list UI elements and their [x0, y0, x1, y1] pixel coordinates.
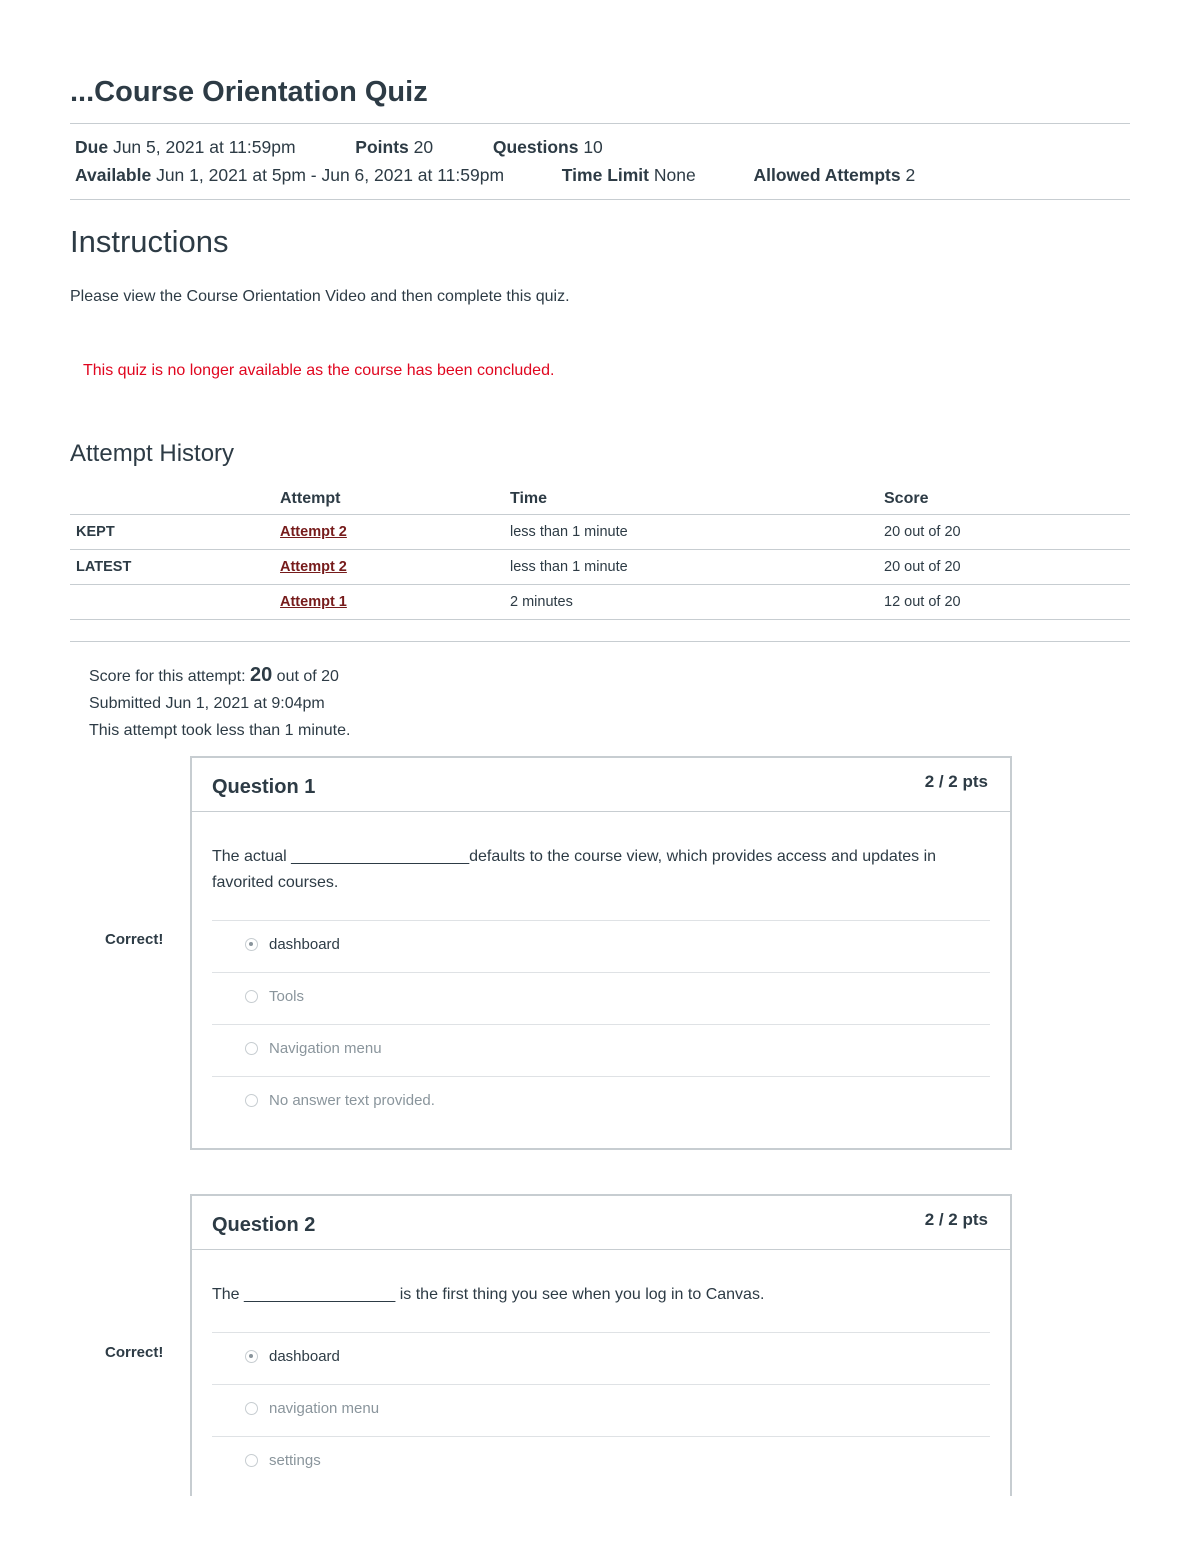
score-value: 20 — [249, 664, 273, 686]
column-header-time: Time — [510, 484, 884, 515]
attempt-tag: LATEST — [70, 550, 280, 585]
answer-option[interactable] — [212, 973, 990, 1025]
column-header-attempt: Attempt — [280, 484, 510, 515]
page-title: ...Course Orientation Quiz — [70, 76, 428, 108]
column-header — [70, 484, 280, 515]
attempt-time: 2 minutes — [510, 585, 884, 620]
question-header — [192, 758, 1010, 812]
answer-text: Tools — [269, 988, 305, 1005]
radio-icon[interactable] — [245, 1402, 258, 1415]
answer-text: settings — [269, 1452, 321, 1469]
attempt-tag: KEPT — [70, 515, 280, 550]
answer-option[interactable] — [212, 1333, 990, 1385]
correct-label: Correct! — [105, 1344, 164, 1361]
attempt-link[interactable]: Attempt 1 — [280, 594, 347, 610]
answer-text: navigation menu — [269, 1400, 380, 1417]
due-label: Due — [75, 137, 109, 157]
available-label: Available — [75, 165, 152, 185]
instructions-text: Please view the Course Orientation Video and then complete this quiz. — [70, 288, 570, 305]
concluded-notice: This quiz is no longer available as the course has been concluded. — [83, 362, 555, 379]
table-row — [70, 515, 1130, 550]
duration-line: This attempt took less than 1 minute. — [89, 722, 351, 739]
correct-label: Correct! — [105, 931, 164, 948]
time-limit-label: Time Limit — [561, 165, 649, 185]
answer-text: No answer text provided. — [269, 1092, 435, 1109]
question-text: The _________________ is the first thing you see when you log in to Canvas. — [212, 1250, 990, 1333]
quiz-meta-row-2 — [75, 165, 915, 186]
attempt-history-table — [70, 484, 1130, 620]
column-header-score: Score — [884, 484, 1130, 515]
radio-icon[interactable] — [245, 1094, 258, 1107]
question-title: Question 1 — [212, 776, 316, 798]
questions-value: 10 — [583, 137, 603, 157]
attempt-time: less than 1 minute — [510, 550, 884, 585]
radio-icon[interactable] — [245, 1454, 258, 1467]
answer-text: dashboard — [269, 936, 340, 953]
submitted-line: Submitted Jun 1, 2021 at 9:04pm — [89, 695, 325, 712]
questions-label: Questions — [492, 137, 579, 157]
quiz-meta-row-1 — [75, 137, 603, 158]
answer-option[interactable] — [212, 1385, 990, 1437]
divider — [70, 199, 1130, 200]
attempt-link[interactable]: Attempt 2 — [280, 559, 347, 575]
question-card-2 — [190, 1194, 1012, 1496]
attempt-time: less than 1 minute — [510, 515, 884, 550]
attempt-score: 20 out of 20 — [884, 550, 1130, 585]
attempt-tag — [70, 585, 280, 620]
question-card-1 — [190, 756, 1012, 1150]
time-limit-value: None — [653, 165, 696, 185]
allowed-attempts-label: Allowed Attempts — [753, 165, 901, 185]
score-prefix: Score for this attempt: — [89, 668, 246, 685]
radio-icon[interactable] — [245, 1042, 258, 1055]
question-body — [192, 812, 1010, 1128]
score-line — [89, 662, 350, 690]
question-points: 2 / 2 pts — [924, 1210, 988, 1229]
question-body — [192, 1250, 1010, 1488]
attempt-score: 12 out of 20 — [884, 585, 1130, 620]
answer-text: Navigation menu — [269, 1040, 382, 1057]
question-text: The actual ____________________defaults to the course view, which provides access and updates in favorited courses. — [212, 812, 990, 921]
question-title: Question 2 — [212, 1214, 316, 1236]
radio-selected-icon[interactable] — [245, 1350, 258, 1363]
available-value: Jun 1, 2021 at 5pm - Jun 6, 2021 at 11:59pm — [156, 165, 505, 185]
instructions-heading: Instructions — [70, 224, 229, 259]
question-header — [192, 1196, 1010, 1250]
table-row — [70, 585, 1130, 620]
attempt-summary — [89, 662, 350, 744]
answer-text: dashboard — [269, 1348, 340, 1365]
table-header-row — [70, 484, 1130, 515]
answer-option[interactable] — [212, 1077, 990, 1128]
divider — [70, 123, 1130, 124]
question-points: 2 / 2 pts — [924, 772, 988, 791]
attempt-score: 20 out of 20 — [884, 515, 1130, 550]
radio-selected-icon[interactable] — [245, 938, 258, 951]
score-suffix: out of 20 — [276, 668, 339, 685]
divider — [70, 641, 1130, 642]
table-row — [70, 550, 1130, 585]
radio-icon[interactable] — [245, 990, 258, 1003]
points-label: Points — [355, 137, 409, 157]
attempt-history-heading: Attempt History — [70, 440, 235, 467]
answer-option[interactable] — [212, 1437, 990, 1488]
due-value: Jun 5, 2021 at 11:59pm — [112, 137, 296, 157]
answer-option[interactable] — [212, 921, 990, 973]
allowed-attempts-value: 2 — [905, 165, 916, 185]
attempt-link[interactable]: Attempt 2 — [280, 524, 347, 540]
points-value: 20 — [413, 137, 434, 157]
answer-option[interactable] — [212, 1025, 990, 1077]
